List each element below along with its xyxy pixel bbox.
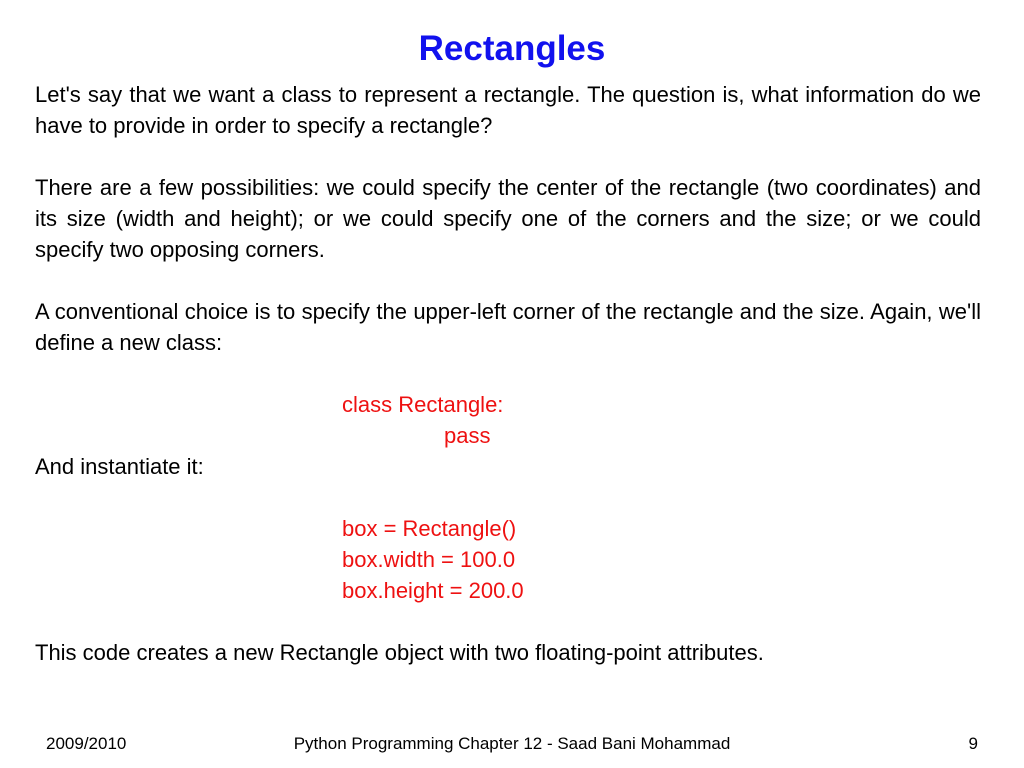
code-block-class-definition [35,389,981,451]
footer-page-number: 9 [968,734,978,753]
spacer [35,358,981,389]
code-line: pass [444,423,491,448]
paragraph-conventional-choice: A conventional choice is to specify the upper-left corner of the rectangle and the size. Again, we'll define a new class: [35,299,981,355]
footer-year: 2009/2010 [46,734,127,753]
code-line: box.height = 200.0 [342,578,524,603]
spacer [35,141,981,172]
paragraph-conclusion: This code creates a new Rectangle object with two floating-point attributes. [35,640,764,665]
spacer [35,265,981,296]
slide-body [35,79,981,668]
code-line: class Rectangle: [342,392,504,417]
footer-course-title: Python Programming Chapter 12 - Saad Bani Mohammad [293,734,731,753]
slide-footer [0,732,1024,756]
spacer [35,482,981,513]
code-block-instantiation [35,513,981,606]
spacer [35,606,981,637]
slide-title: Rectangles [418,29,606,68]
paragraph-possibilities: There are a few possibilities: we could specify the center of the rectangle (two coordinates) and its size (width and height); or we could specify one of the corners and the size; or we could specify two opposing corners. [35,175,981,262]
code-line: box = Rectangle() [342,516,517,541]
paragraph-intro: Let's say that we want a class to represent a rectangle. The question is, what information do we have to provide in order to specify a rectangle? [35,82,981,138]
code-line: box.width = 100.0 [342,547,516,572]
paragraph-instantiate: And instantiate it: [35,454,204,479]
